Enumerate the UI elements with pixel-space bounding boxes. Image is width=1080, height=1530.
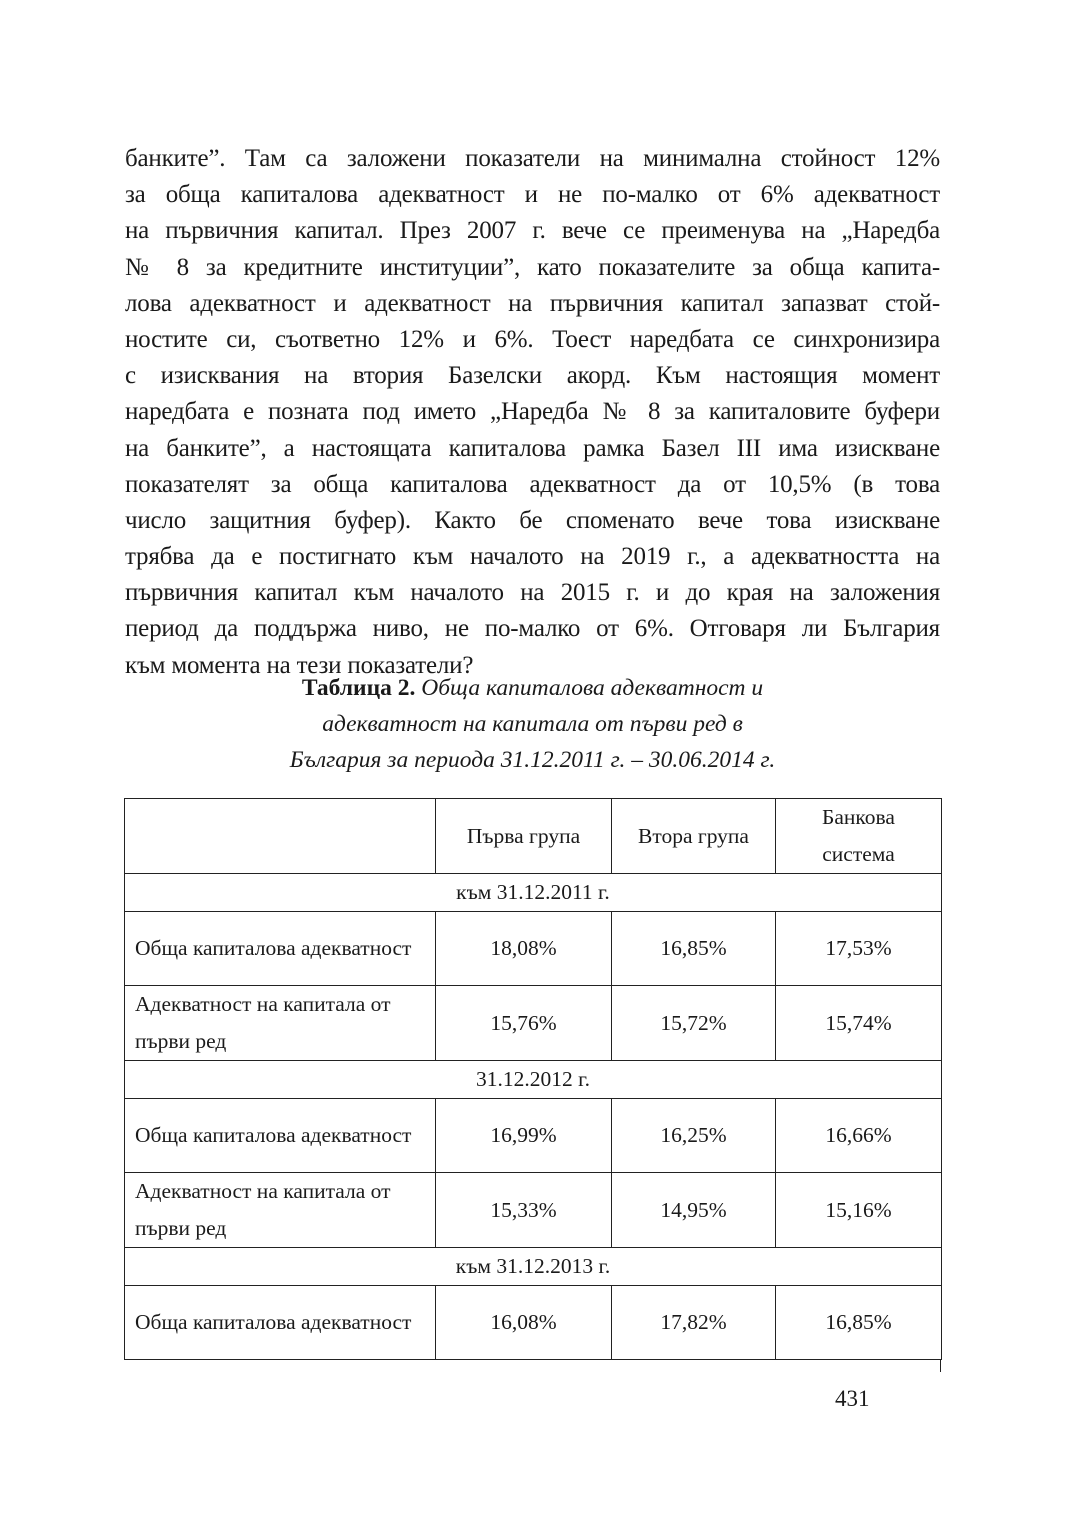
page-number: 431	[835, 1386, 870, 1411]
section-row	[125, 1061, 942, 1099]
paragraph-line: № 8 за кредитните институции”, като показателите за обща капита-	[125, 253, 940, 281]
table-row	[125, 912, 942, 986]
paragraph-line: на първичния капитал. През 2007 г. вече се преименува на „Наредба	[125, 217, 940, 245]
paragraph-line: за обща капиталова адекватност и не по-малко от 6% адекватност	[125, 181, 940, 209]
paragraph-line: с изисквания на втория Базелски акорд. Към настоящия момент	[125, 362, 940, 390]
value-cell: 16,85%	[612, 912, 776, 986]
header-cell: Първа група	[436, 799, 612, 874]
row-label: Обща капиталова адекватност	[125, 912, 436, 986]
paragraph-line: към момента на тези показатели?	[125, 651, 474, 679]
section-title: към 31.12.2011 г.	[125, 874, 942, 912]
section-row	[125, 1248, 942, 1286]
value-cell: 15,76%	[436, 986, 612, 1061]
caption-line-3: България за периода 31.12.2011 г. – 30.06.2014 г.	[289, 747, 776, 773]
value-cell: 16,85%	[776, 1286, 942, 1360]
table-caption	[125, 670, 940, 778]
value-cell: 16,99%	[436, 1099, 612, 1173]
capital-adequacy-table	[124, 798, 942, 1360]
body-paragraph	[125, 141, 940, 684]
value-cell: 16,66%	[776, 1099, 942, 1173]
paragraph-line: период да поддържа ниво, не по-малко от 6%. Отговаря ли България	[125, 615, 940, 643]
value-cell: 16,08%	[436, 1286, 612, 1360]
section-row	[125, 874, 942, 912]
row-label: Обща капиталова адекватност	[125, 1286, 436, 1360]
row-label: Адекватност на капитала от първи ред	[125, 1173, 436, 1248]
row-label: Обща капиталова адекватност	[125, 1099, 436, 1173]
header-cell: Банкова система	[776, 799, 942, 874]
table-border-continuation	[940, 1360, 941, 1372]
table-row	[125, 1099, 942, 1173]
paragraph-line: първичния капитал към началото на 2015 г. и до края на заложения	[125, 579, 940, 607]
section-title: към 31.12.2013 г.	[125, 1248, 942, 1286]
value-cell: 14,95%	[612, 1173, 776, 1248]
table-row	[125, 986, 942, 1061]
header-cell	[125, 799, 436, 874]
value-cell: 18,08%	[436, 912, 612, 986]
caption-line-2: адекватност на капитала от първи ред в	[322, 711, 743, 737]
value-cell: 15,33%	[436, 1173, 612, 1248]
value-cell: 15,72%	[612, 986, 776, 1061]
value-cell: 17,53%	[776, 912, 942, 986]
value-cell: 15,74%	[776, 986, 942, 1061]
caption-line-1: Обща капиталова адекватност и	[421, 675, 764, 701]
paragraph-line: лова адекватност и адекватност на първичния капитал запазват стой-	[125, 289, 940, 317]
value-cell: 17,82%	[612, 1286, 776, 1360]
paragraph-line: трябва да е постигнато към началото на 2019 г., а адекватността на	[125, 543, 940, 571]
table-header-row	[125, 799, 942, 874]
row-label: Адекватност на капитала от първи ред	[125, 986, 436, 1061]
header-cell: Втора група	[612, 799, 776, 874]
table-row	[125, 1173, 942, 1248]
paragraph-line: на банките”, а настоящата капиталова рамка Базел III има изискване	[125, 434, 940, 462]
paragraph-line: ностите си, съответно 12% и 6%. Тоест наредбата се синхронизира	[125, 325, 940, 353]
section-title: 31.12.2012 г.	[125, 1061, 942, 1099]
value-cell: 16,25%	[612, 1099, 776, 1173]
paragraph-line: наредбата е позната под името „Наредба № 8 за капиталовите буфери	[125, 398, 940, 426]
caption-label: Таблица 2.	[301, 675, 416, 701]
value-cell: 15,16%	[776, 1173, 942, 1248]
paragraph-line: показателят за обща капиталова адекватност да от 10,5% (в това	[125, 470, 940, 498]
paragraph-line: банките”. Там са заложени показатели на минимална стойност 12%	[125, 145, 940, 172]
paragraph-line: число защитния буфер). Както бе споменато вече това изискване	[125, 506, 940, 534]
table-row	[125, 1286, 942, 1360]
